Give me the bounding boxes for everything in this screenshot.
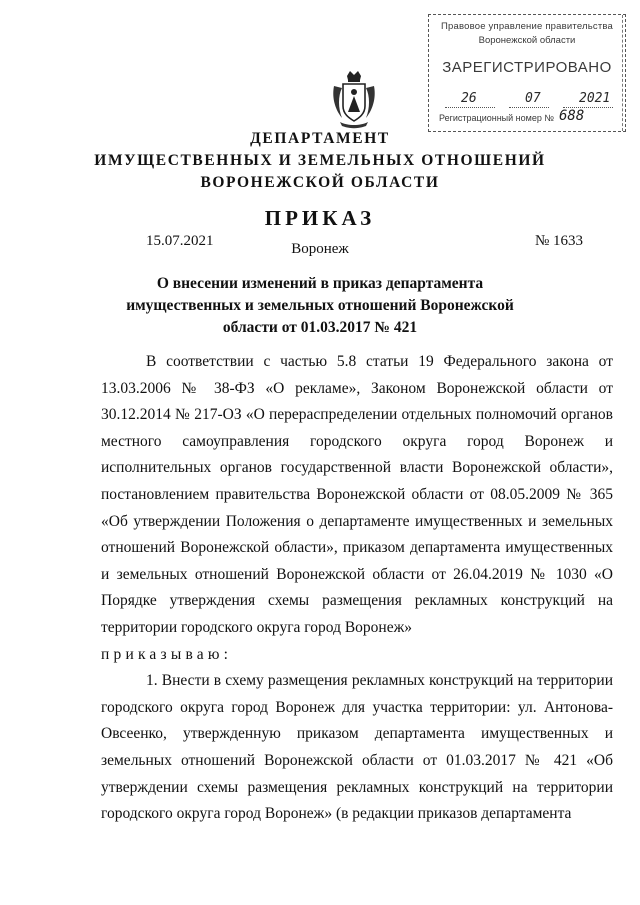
department-name-line1: ДЕПАРТАМЕНТ [250,130,390,147]
body-paragraph-item1: 1. Внести в схему размещения рекламных конструкций на территории городского округа город Воронеж для участка территории: ул. Антонова-Овсеенко, утвержденную приказом департамента имущественных и земельных отношений Воронежской области от 01.03.2017 № 421 «Об утверждении схемы размещения рекламных конструкций на территории городского округа город Воронеж» (в редакции приказов департамента [101,672,613,823]
order-date: 15.07.2021 [146,233,214,249]
department-name-line2: ИМУЩЕСТВЕННЫХ И ЗЕМЕЛЬНЫХ ОТНОШЕНИЙ [94,152,546,169]
order-city: Воронеж [291,241,349,257]
stamp-org-line1: Правовое управление правительства [440,21,614,32]
order-number: № 1633 [535,233,584,249]
stamp-year: 2021 [579,91,611,106]
stamp-day: 26 [461,91,477,106]
order-subject: О внесении изменений в приказ департамента имущественных и земельных отношений Воронежской области от 01.03.2017 № 421 [126,275,514,336]
stamp-number-row [439,108,617,124]
stamp-date-underline [509,107,549,108]
stamp-registered-label: ЗАРЕГИСТРИРОВАНО [442,59,612,76]
body-paragraph-preamble: В соответствии с частью 5.8 статьи 19 Федерального закона от 13.03.2006 № 38-ФЗ «О рекламе», Законом Воронежской области от 30.12.2014 № 217-ОЗ «О перераспределении отдельных полномочий органов местного самоуправления городского округа город Воронеж и исполнительных органов государственной власти Воронежской области», постановлением правительства Воронежской области от 08.05.2009 № 365 «Об утверждении Положения о департаменте имущественных и земельных отношений Воронежской области», приказом департамента имущественных и земельных отношений Воронежской области от 26.04.2019 № 1030 «О Порядке утверждения схемы размещения рекламных конструкций на территории городского округа город Воронеж» [101,353,613,636]
stamp-number-label: Регистрационный номер № [439,113,555,123]
registration-stamp [428,14,626,132]
coat-of-arms-icon [330,68,378,130]
department-name-line3: ВОРОНЕЖСКОЙ ОБЛАСТИ [200,174,440,191]
body-prikazyvayu: приказываю: [101,645,233,663]
stamp-date-underline [445,107,495,108]
order-body [101,349,613,828]
stamp-month: 07 [525,91,541,106]
stamp-number: 688 [559,108,585,124]
order-title: ПРИКАЗ [264,206,376,230]
stamp-org-line2: Воронежской области [478,35,576,46]
